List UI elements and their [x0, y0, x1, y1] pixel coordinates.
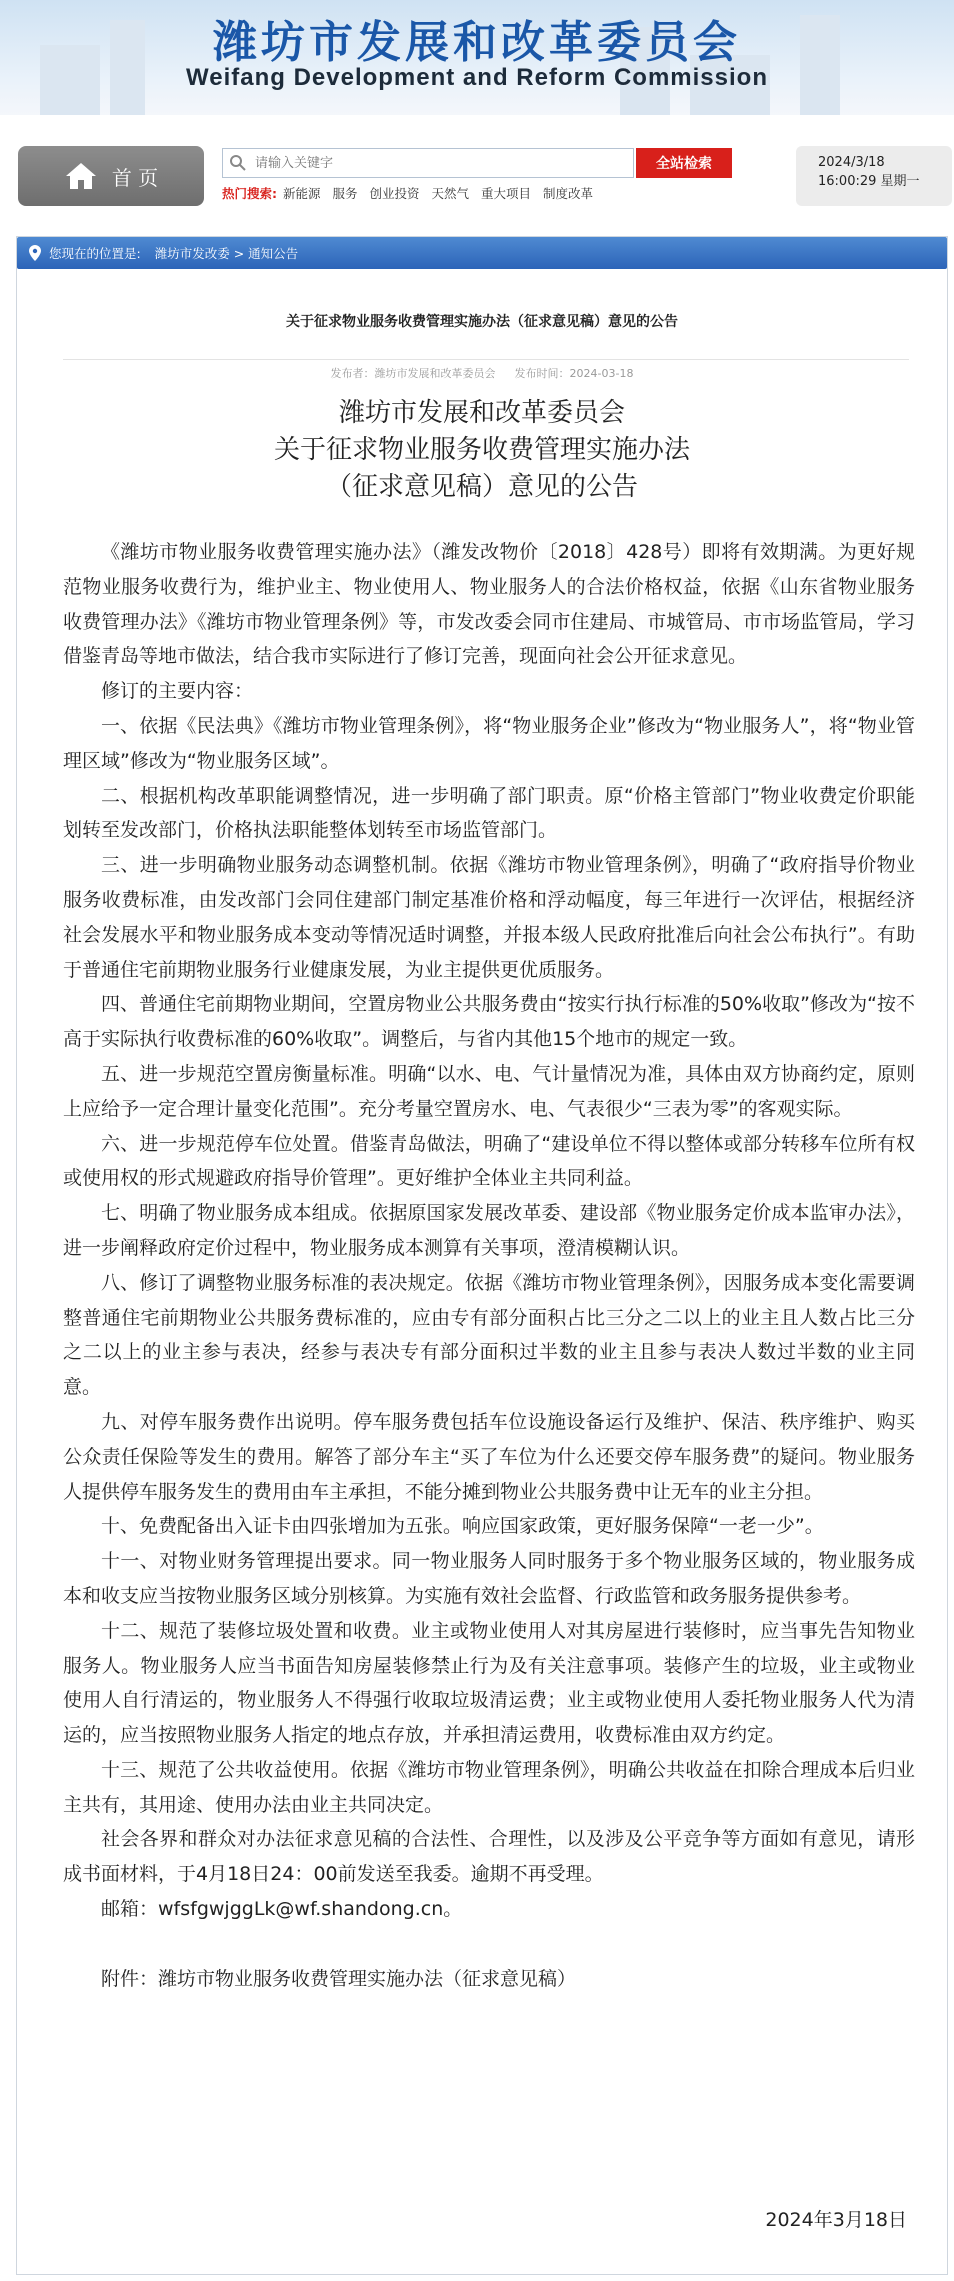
current-time: 16:00:29 星期一: [818, 174, 920, 189]
search-input[interactable]: [222, 148, 634, 178]
site-subtitle: Weifang Development and Reform Commission: [186, 64, 768, 91]
breadcrumb-link[interactable]: 通知公告: [248, 246, 299, 261]
home-button[interactable]: [18, 146, 204, 206]
search-icon: [229, 154, 247, 172]
article-paragraph: 六、进一步规范停车位处置。借鉴青岛做法，明确了“建设单位不得以整体或部分转移车位所有权或使用权的形式规避政府指导价管理”。更好维护全体业主共同利益。: [63, 1132, 915, 1190]
hot-search-item[interactable]: 重大项目: [480, 186, 531, 201]
date-time-box: [796, 146, 952, 206]
article-paragraph: 三、进一步明确物业服务动态调整机制。依据《潍坊市物业管理条例》，明确了“政府指导价物业服务收费标准，由发改部门会同住建部门制定基准价格和浮动幅度，每三年进行一次评估，根据经济社会发展水平和物业服务成本变动等情况适时调整，并报本级人民政府批准后向社会公布执行”。有助于普通住宅前期物业服务行业健康发展，为业主提供更优质服务。: [63, 854, 915, 981]
content-panel: [16, 236, 948, 2275]
article-paragraph: 十、免费配备出入证卡由四张增加为五张。响应国家政策，更好服务保障“一老一少”。: [101, 1515, 824, 1538]
breadcrumb-prefix: 您现在的位置是:: [49, 246, 141, 261]
article-publish-time: 发布时间：2024-03-18: [514, 367, 634, 380]
hot-search-item[interactable]: 天然气: [431, 186, 469, 201]
article-paragraph: 七、明确了物业服务成本组成。依据原国家发展改革委、建设部《物业服务定价成本监审办法》，进一步阐释政府定价过程中，物业服务成本测算有关事项，澄清模糊认识。: [63, 1202, 915, 1259]
article-title-line: 潍坊市发展和改革委员会: [338, 398, 625, 428]
article-paragraph: 十三、规范了公共收益使用。依据《潍坊市物业管理条例》，明确公共收益在扣除合理成本后归业主共有，其用途、使用办法由业主共同决定。: [63, 1758, 915, 1816]
breadcrumb-link[interactable]: 潍坊市发改委: [154, 246, 230, 261]
article-meta: [17, 365, 947, 381]
breadcrumb-separator: >: [229, 245, 249, 261]
article-publisher: 发布者：潍坊市发展和改革委员会: [330, 367, 496, 380]
breadcrumb: [17, 237, 947, 269]
article-title-line: （征求意见稿）意见的公告: [325, 472, 638, 502]
hot-search: [222, 184, 601, 202]
navbar: [0, 128, 954, 228]
article-paragraph: 十二、规范了装修垃圾处置和收费。业主或物业使用人对其房屋进行装修时，应当事先告知物业服务人。物业服务人应当书面告知房屋装修禁止行为及有关注意事项。装修产生的垃圾，业主或物业使用人自行清运的，物业服务人不得强行收取垃圾清运费；业主或物业使用人委托物业服务人代为清运的，应当按照物业服务人指定的地点存放，并承担清运费用，收费标准由双方约定。: [63, 1619, 915, 1747]
article-paragraph: 修订的主要内容：: [101, 680, 254, 703]
attachment-link[interactable]: 附件：潍坊市物业服务收费管理实施办法（征求意见稿）: [101, 1967, 577, 1990]
article-paragraph: 九、对停车服务费作出说明。停车服务费包括车位设施设备运行及维护、保洁、秩序维护、购买公众责任保险等发生的费用。解答了部分车主“买了车位为什么还要交停车服务费”的疑问。物业服务人提供停车服务发生的费用由车主承担，不能分摊到物业公共服务费中让无车的业主分担。: [63, 1410, 915, 1503]
article-short-title: 关于征求物业服务收费管理实施办法（征求意见稿）意见的公告: [286, 314, 678, 330]
search-button[interactable]: 全站检索: [636, 148, 732, 178]
article-title: [17, 395, 947, 506]
article-paragraph: 社会各界和群众对办法征求意见稿的合法性、合理性，以及涉及公平竞争等方面如有意见，请形成书面材料，于4月18日24：00前发送至我委。逾期不再受理。: [63, 1828, 915, 1886]
home-label: 首 页: [111, 165, 159, 190]
article-body: [63, 535, 915, 1996]
sign-date: 2024年3月18日: [765, 2209, 907, 2231]
article-paragraph: 十一、对物业财务管理提出要求。同一物业服务人同时服务于多个物业服务区域的，物业服务成本和收支应当按物业服务区域分别核算。为实施有效社会监督、行政监管和政务服务提供参考。: [63, 1550, 915, 1607]
article-paragraph: 四、普通住宅前期物业期间，空置房物业公共服务费由“按实行执行标准的50%收取”修改为“按不高于实际执行收费标准的60%收取”。调整后，与省内其他15个地市的规定一致。: [63, 993, 915, 1051]
article-paragraph: 《潍坊市物业服务收费管理实施办法》（潍发改物价〔2018〕428号）即将有效期满。为更好规范物业服务收费行为，维护业主、物业使用人、物业服务人的合法价格权益，依据《山东省物业服务收费管理办法》《潍坊市物业管理条例》等，市发改委会同市住建局、市城管局、市市场监管局，学习借鉴青岛等地市做法，结合我市实际进行了修订完善，现面向社会公开征求意见。: [63, 541, 915, 668]
hot-search-item[interactable]: 新能源: [282, 186, 321, 201]
hot-search-item[interactable]: 制度改革: [542, 186, 593, 201]
title-divider: [63, 359, 909, 360]
site-title: 潍坊市发展和改革委员会: [213, 17, 741, 68]
article-paragraph: 八、修订了调整物业服务标准的表决规定。依据《潍坊市物业管理条例》，因服务成本变化需要调整普通住宅前期物业公共服务费标准的，应由专有部分面积占比三分之二以上的业主且人数占比三分之二以上的业主参与表决，经参与表决专有部分面积过半数的业主且参与表决人数过半数的业主同意。: [63, 1271, 915, 1399]
hot-search-item[interactable]: 创业投资: [369, 186, 420, 201]
article-paragraph: 五、进一步规范空置房衡量标准。明确“以水、电、气计量情况为准，具体由双方协商约定，原则上应给予一定合理计量变化范围”。充分考量空置房水、电、气表很少“三表为零”的客观实际。: [63, 1062, 915, 1120]
hot-search-item[interactable]: 服务: [332, 186, 358, 201]
article-paragraph: 一、依据《民法典》《潍坊市物业管理条例》，将“物业服务企业”修改为“物业服务人”，将“物业管理区域”修改为“物业服务区域”。: [63, 714, 915, 772]
site-banner: [0, 0, 954, 115]
current-date: 2024/3/18: [818, 155, 885, 170]
hot-search-label: 热门搜索:: [222, 186, 277, 201]
article-title-line: 关于征求物业服务收费管理实施办法: [273, 435, 690, 465]
location-pin-icon: [29, 245, 41, 261]
article-paragraph: 二、根据机构改革职能调整情况，进一步明确了部门职责。原“价格主管部门”物业收费定价职能划转至发改部门，价格执法职能整体划转至市场监管部门。: [63, 784, 915, 842]
email-line: 邮箱：wfsfgwjggLk@wf.shandong.cn。: [101, 1898, 463, 1921]
home-icon: [64, 161, 98, 191]
